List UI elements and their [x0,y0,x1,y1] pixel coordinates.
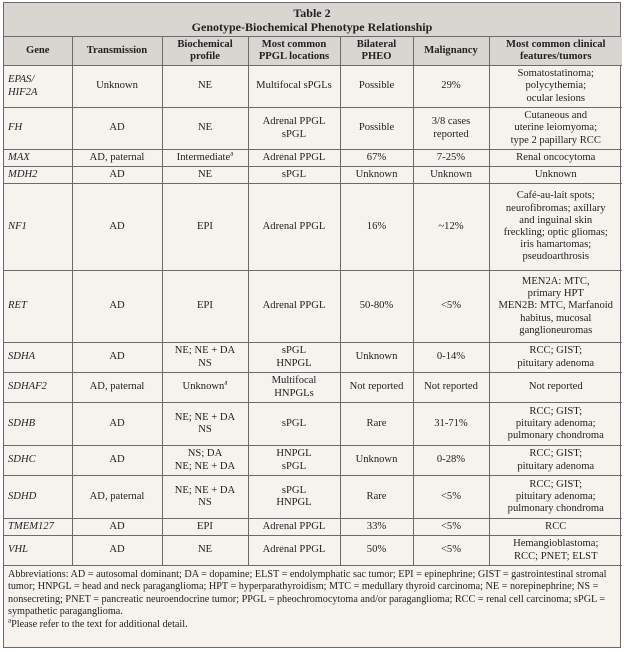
transmission-cell-text: AD [109,300,125,312]
bilateral-pheo-cell-text: 33% [366,520,387,532]
transmission-cell [72,343,162,373]
header-bilateral-pheo: Bilateral PHEO [340,37,413,66]
table-row [4,519,622,536]
gene-cell [4,108,72,150]
biochemical-profile-cell [162,476,248,519]
biochemical-profile-cell-text: NE [197,544,213,556]
malignancy-cell-text: Unknown [430,168,472,180]
clinical-features-cell-text: Somatostatinoma; polycythemia; ocular lesions [517,68,594,104]
biochemical-profile-cell-text: EPI [197,220,213,232]
clinical-features-cell-text: RCC [545,520,567,532]
gene-cell [4,476,72,519]
bilateral-pheo-cell [340,108,413,150]
bilateral-pheo-cell-text: Unknown [355,454,398,466]
table-row [4,403,622,446]
malignancy-cell [413,446,489,476]
malignancy-cell-text: 3/8 cases reported [431,116,471,140]
bilateral-pheo-cell [340,519,413,536]
malignancy-cell-text: Not reported [424,381,478,393]
clinical-features-cell-text: Renal oncocytoma [516,151,596,163]
gene-cell-text: MDH2 [8,168,38,180]
gene-cell-text: SDHC [8,454,36,466]
clinical-features-cell [489,150,622,167]
bilateral-pheo-cell [340,536,413,566]
biochemical-profile-cell-text: NE; NE + DA NS [174,345,236,369]
gene-cell-text: VHL [8,544,29,556]
header-gene: Gene [4,37,72,66]
bilateral-pheo-cell [340,184,413,271]
gene-cell [4,403,72,446]
ppgl-locations-cell-text: Multifocal HNPGLs [271,375,317,399]
transmission-cell [72,108,162,150]
transmission-cell [72,66,162,108]
gene-cell [4,519,72,536]
biochemical-profile-cell-text: NE [197,80,213,92]
clinical-features-cell-text: Cutaneous and uterine leiomyoma; type 2 papillary RCC [510,110,601,146]
gene-cell-text: SDHAF2 [8,381,47,393]
clinical-features-cell [489,167,622,184]
gene-cell [4,150,72,167]
bilateral-pheo-cell [340,66,413,108]
biochemical-profile-cell [162,373,248,403]
gene-cell-text: RET [8,300,27,312]
malignancy-cell [413,536,489,566]
table-footnotes [4,566,620,631]
ppgl-locations-cell [248,446,340,476]
transmission-cell-text: AD, paternal [89,151,145,163]
table-body [4,66,622,566]
clinical-features-cell-text: Hemangioblastoma; RCC; PNET; ELST [513,538,599,562]
transmission-cell [72,167,162,184]
transmission-cell-text: AD [109,454,125,466]
table-row [4,446,622,476]
biochemical-profile-cell [162,184,248,271]
transmission-cell-text: AD [109,122,125,134]
ppgl-locations-cell-text: HNPGL sPGL [276,448,312,472]
bilateral-pheo-cell [340,150,413,167]
ppgl-locations-cell-text: sPGL HNPGL [276,345,312,369]
malignancy-cell-text: <5% [440,520,462,532]
malignancy-cell [413,519,489,536]
bilateral-pheo-cell-text: Possible [358,122,395,134]
malignancy-cell [413,373,489,403]
table-row [4,150,622,167]
malignancy-cell [413,476,489,519]
gene-cell [4,167,72,184]
clinical-features-cell [489,66,622,108]
ppgl-locations-cell [248,108,340,150]
table-row [4,536,622,566]
transmission-cell-text: AD [109,544,125,556]
bilateral-pheo-cell [340,167,413,184]
bilateral-pheo-cell [340,373,413,403]
clinical-features-cell [489,536,622,566]
gene-cell-text: SDHA [8,351,36,363]
bilateral-pheo-cell-text: 67% [366,151,387,163]
gene-cell [4,373,72,403]
biochemical-profile-cell [162,150,248,167]
transmission-cell-text: AD [109,520,125,532]
malignancy-cell [413,271,489,343]
transmission-cell [72,536,162,566]
header-ppgl-locations: Most common PPGL locations [248,37,340,66]
header-transmission: Transmission [72,37,162,66]
clinical-features-cell [489,519,622,536]
clinical-features-cell-text: RCC; GIST; pituitary adenoma [517,448,595,472]
clinical-features-cell-text: Unknown [534,168,577,180]
clinical-features-cell-text: RCC; GIST; pituitary adenoma [517,345,595,369]
clinical-features-cell-text: MEN2A: MTC, primary HPT MEN2B: MTC, Marfanoid habitus, mucosal ganglioneuromas [498,275,613,336]
ppgl-locations-cell [248,403,340,446]
transmission-cell-text: AD [109,168,125,180]
ppgl-locations-cell [248,150,340,167]
transmission-cell [72,476,162,519]
table-row [4,184,622,271]
abbreviations-note: Abbreviations: AD = autosomal dominant; DA = dopamine; ELST = endolymphatic sac tumor; EPI = epinephrine; GIST = gastrointestinal stromal tumor; HNPGL = head and neck paraganglioma; HPT = hyperparathyroidism; MTC = medullary thyroid carcinoma; NE = norepinephrine; NS = nonsecreting; PNET = pancreatic neuroendocrine tumor; PPGL = pheochromocytoma and/or paraganglioma; RCC = renal cell carcinoma; sPGL = sympathetic paraganglioma. [8,569,607,618]
biochemical-profile-cell [162,536,248,566]
malignancy-cell-text: 0-28% [436,454,466,466]
biochemical-profile-cell-text: NE; NE + DA NS [174,411,236,435]
bilateral-pheo-cell [340,271,413,343]
footnote-text: Please refer to the text for additional detail. [11,618,188,630]
table-row [4,167,622,184]
ppgl-locations-cell-text: sPGL [281,417,307,429]
clinical-features-cell [489,446,622,476]
table-row [4,343,622,373]
clinical-features-cell-text: RCC; GIST; pituitary adenoma; pulmonary chondroma [507,478,604,515]
bilateral-pheo-cell [340,476,413,519]
table-row [4,271,622,343]
table-row [4,108,622,150]
biochemical-profile-cell [162,66,248,108]
bilateral-pheo-cell [340,343,413,373]
ppgl-locations-cell-text: sPGL HNPGL [276,484,312,508]
ppgl-locations-cell-text: Adrenal PPGL [262,220,326,232]
ppgl-locations-cell-text: Adrenal PPGL [262,300,326,312]
header-malignancy: Malignancy [413,37,489,66]
header-row [4,37,622,66]
ppgl-locations-cell-text: Adrenal PPGL [262,520,326,532]
bilateral-pheo-cell-text: Possible [358,80,395,92]
biochemical-profile-cell [162,108,248,150]
malignancy-cell [413,343,489,373]
transmission-cell-text: AD [109,417,125,429]
bilateral-pheo-cell-text: Unknown [355,168,398,180]
gene-cell-text: SDHB [8,417,36,429]
footnote-ref: a [230,149,234,158]
bilateral-pheo-cell [340,446,413,476]
biochemical-profile-cell [162,167,248,184]
ppgl-locations-cell [248,184,340,271]
gene-cell-text: FH [8,122,23,134]
biochemical-profile-cell [162,446,248,476]
table-container [3,2,621,648]
gene-cell [4,184,72,271]
gene-cell [4,271,72,343]
ppgl-locations-cell-text: Multifocal sPGLs [256,80,332,92]
gene-cell [4,343,72,373]
biochemical-profile-cell [162,403,248,446]
gene-cell-text: MAX [8,151,30,163]
biochemical-profile-cell-text: EPI [197,520,213,532]
clinical-features-cell-text: RCC; GIST; pituitary adenoma; pulmonary chondroma [507,405,604,442]
malignancy-cell-text: 31-71% [434,417,468,429]
ppgl-locations-cell-text: Adrenal PPGL sPGL [262,116,326,140]
gene-cell [4,446,72,476]
biochemical-profile-cell-text: NE [197,122,213,134]
malignancy-cell [413,66,489,108]
malignancy-cell [413,108,489,150]
malignancy-cell-text: 0-14% [436,351,466,363]
table-row [4,476,622,519]
gene-cell-text: NF1 [8,220,27,232]
footnote-marker: a [8,616,12,625]
malignancy-cell-text: 29% [441,80,461,92]
transmission-cell-text: AD [109,220,125,232]
biochemical-profile-cell [162,343,248,373]
malignancy-cell-text: <5% [440,544,462,556]
table-title: Table 2 [293,6,331,20]
clinical-features-cell [489,476,622,519]
malignancy-cell [413,150,489,167]
biochemical-profile-cell-text: Intermediate [176,151,231,163]
transmission-cell [72,150,162,167]
transmission-cell-text: AD, paternal [89,381,145,393]
ppgl-locations-cell [248,343,340,373]
table-subtitle: Genotype-Biochemical Phenotype Relationship [191,20,433,34]
malignancy-cell-text: <5% [440,300,462,312]
clinical-features-cell-text: Café-au-lait spots; neurofibromas; axillary and inguinal skin freckling; optic gliomas; iris hamartomas; pseudoarthrosis [503,190,608,263]
biochemical-profile-cell [162,519,248,536]
bilateral-pheo-cell-text: Unknown [355,351,398,363]
transmission-cell-text: AD, paternal [89,490,145,502]
biochemical-profile-cell [162,271,248,343]
ppgl-locations-cell-text: Adrenal PPGL [262,544,326,556]
biochemical-profile-cell-text: Unknown [182,381,225,393]
transmission-cell [72,403,162,446]
ppgl-locations-cell [248,167,340,184]
table-row [4,373,622,403]
clinical-features-cell [489,184,622,271]
malignancy-cell [413,167,489,184]
malignancy-cell-text: ~12% [438,220,464,232]
ppgl-locations-cell [248,536,340,566]
bilateral-pheo-cell [340,403,413,446]
header-clinical-features: Most common clinical features/tumors [489,37,622,66]
malignancy-cell [413,184,489,271]
clinical-features-cell [489,403,622,446]
header-biochemical-profile: Biochemical profile [162,37,248,66]
gene-cell [4,536,72,566]
biochemical-profile-cell-text: NE [197,168,213,180]
biochemical-profile-cell-text: NE; NE + DA NS [174,484,236,508]
footnote-ref: a [224,378,228,387]
gene-cell-text: EPAS/ HIF2A [8,74,38,98]
ppgl-locations-cell [248,476,340,519]
ppgl-locations-cell [248,66,340,108]
transmission-cell [72,519,162,536]
ppgl-locations-cell [248,519,340,536]
malignancy-cell-text: <5% [440,490,462,502]
ppgl-locations-cell [248,373,340,403]
transmission-cell [72,446,162,476]
ppgl-locations-cell-text: sPGL [281,168,307,180]
ppgl-locations-cell [248,271,340,343]
bilateral-pheo-cell-text: 50-80% [359,300,394,312]
clinical-features-cell [489,343,622,373]
gene-cell-text: SDHD [8,490,37,502]
bilateral-pheo-cell-text: Rare [366,417,387,429]
clinical-features-cell [489,373,622,403]
bilateral-pheo-cell-text: Rare [366,490,387,502]
transmission-cell [72,271,162,343]
bilateral-pheo-cell-text: Not reported [349,381,404,393]
clinical-features-cell-text: Not reported [528,381,583,393]
malignancy-cell [413,403,489,446]
transmission-cell-text: Unknown [96,80,138,92]
clinical-features-cell [489,271,622,343]
transmission-cell [72,184,162,271]
biochemical-profile-cell-text: NS; DA NE; NE + DA [174,448,236,472]
bilateral-pheo-cell-text: 50% [366,544,387,556]
bilateral-pheo-cell-text: 16% [366,220,387,232]
transmission-cell [72,373,162,403]
malignancy-cell-text: 7-25% [436,151,466,163]
clinical-features-cell [489,108,622,150]
genotype-table [4,37,622,566]
ppgl-locations-cell-text: Adrenal PPGL [262,151,326,163]
biochemical-profile-cell-text: EPI [197,300,213,312]
table-title-block [4,3,620,37]
transmission-cell-text: AD [109,351,125,363]
gene-cell [4,66,72,108]
table-row [4,66,622,108]
gene-cell-text: TMEM127 [8,520,54,532]
footnote-a [8,616,616,631]
